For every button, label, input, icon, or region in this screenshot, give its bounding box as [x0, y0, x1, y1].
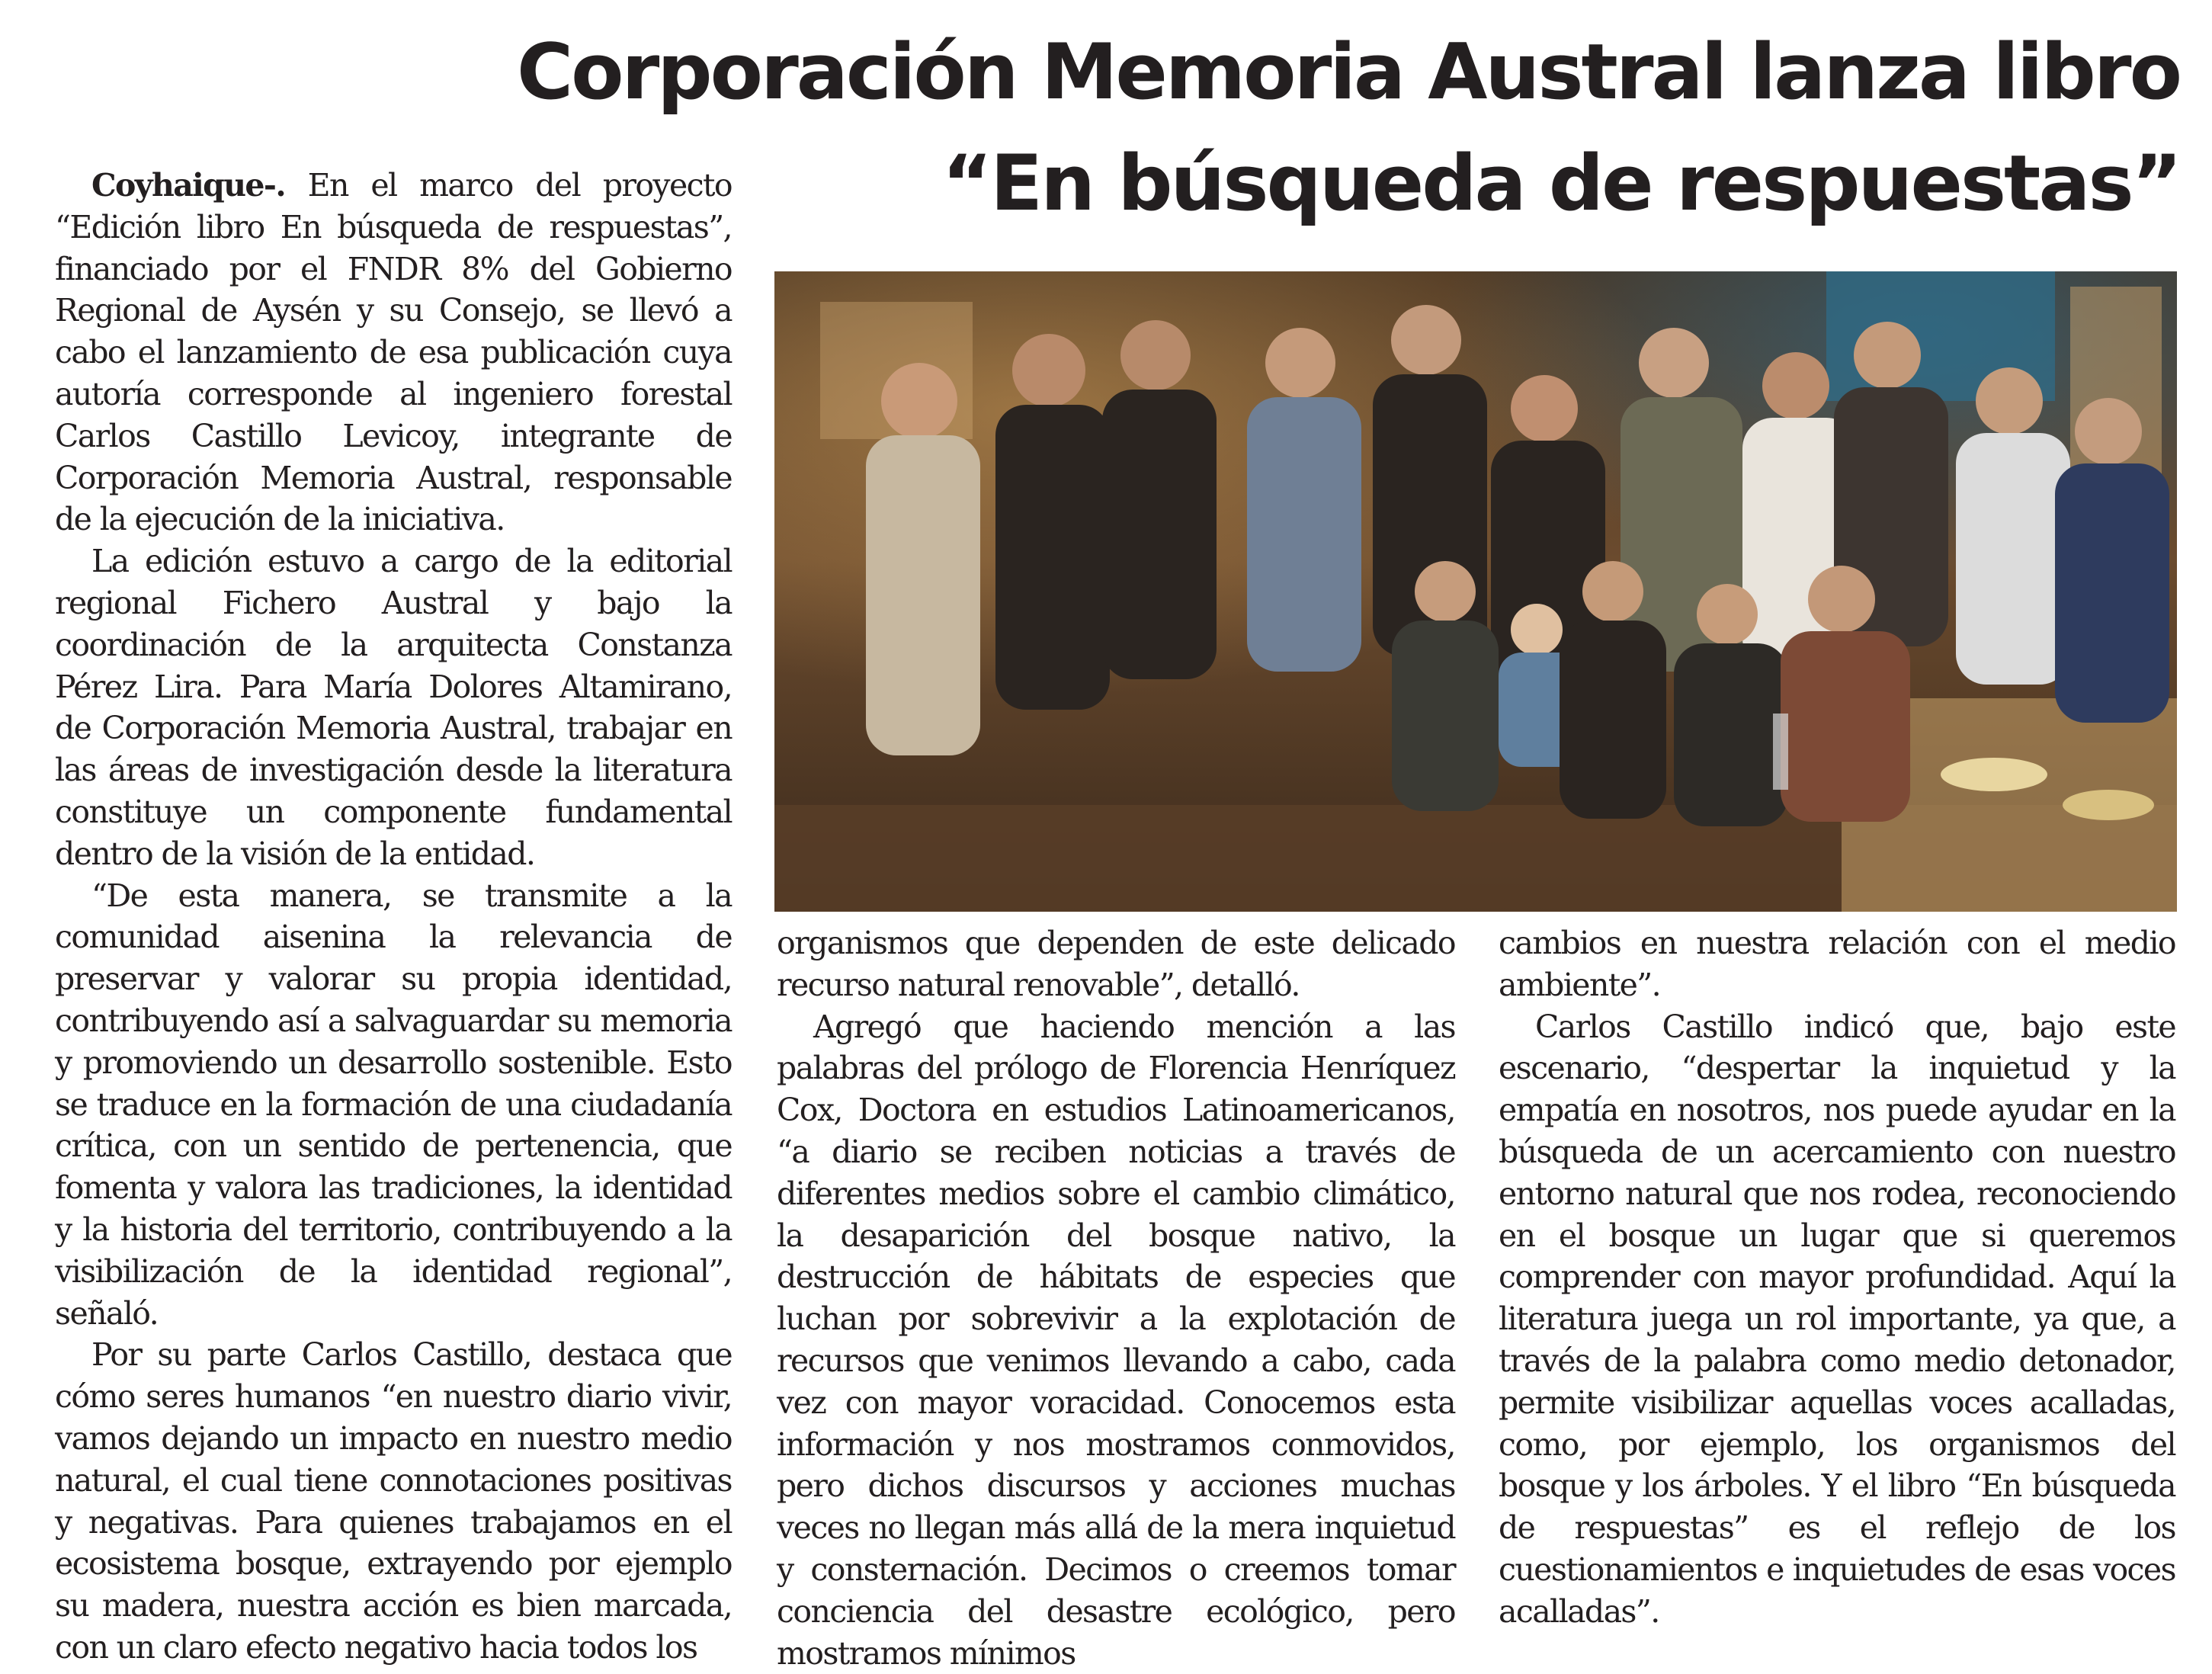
article-column-middle — [777, 922, 1455, 1674]
paragraph-quote-identity: “De esta manera, se transmite a la comunidad aisenina la relevancia de preservar y valorar su propia identidad, contribuyendo así a salvaguardar su memoria y promoviendo un desarrollo sostenible. Esto se traduce en la formación de una ciudadanía crítica, con un sentido de pertenencia, que fomenta y valora las tradiciones, la identidad y la historia del territorio, contribuyendo a la visibilización de la identidad regional”, señaló. — [55, 877, 732, 1332]
paragraph-edition: La edición estuvo a cargo de la editorial regional Fichero Austral y bajo la coordinación de la arquitecta Constanza Pérez Lira. Para María Dolores Altamirano, de Corporación Memoria Austral, trabajar en las áreas de investigación desde la literatura constituye un componente fundamental dentro de la visión de la entidad. — [55, 543, 732, 872]
paragraph-castillo-impact: Por su parte Carlos Castillo, destaca que cómo seres humanos “en nuestro diario vivir, vamos dejando un impacto en nuestro medio natural, el cual tiene connotaciones positivas y negativas. Para quienes trabajamos en el ecosistema bosque, extrayendo por ejemplo su madera, nuestra acción es bien marcada, con un claro efecto negativo hacia todos los — [55, 1336, 732, 1666]
article-column-left — [55, 165, 732, 1669]
group-photo — [774, 271, 2177, 912]
paragraph-continuation-mid: organismos que dependen de este delicado recurso natural renovable”, detalló. — [777, 925, 1455, 1003]
headline-line-1: Corporación Memoria Austral lanza libro — [516, 27, 2180, 117]
group-photo-image — [774, 271, 2177, 912]
paragraph-intro — [55, 165, 732, 540]
intro-text: En el marco del proyecto “Edición libro En búsqueda de respuestas”, financiado por el FNDR 8% del Gobierno Regional de Aysén y su Consejo, se llevó a cabo el lanzamiento de esa publicación cuya autoría corresponde al ingeniero forestal Carlos Castillo Levicoy, integrante de Corporación Memoria Austral, responsable de la ejecución de la iniciativa. — [55, 167, 732, 538]
paragraph-castillo-conclusion: Carlos Castillo indicó que, bajo este escenario, “despertar la inquietud y la empatía en nosotros, nos puede ayudar en la búsqueda de un acercamiento con nuestro entorno natural que nos rodea, reconociendo en el bosque un lugar que si queremos comprender con mayor profundidad. Aquí la literatura juega un rol importante, ya que, a través de la palabra como medio detonador, permite visibilizar aquellas voces acalladas, como, por ejemplo, los organismos del bosque y los árboles. Y el libro “En búsqueda de respuestas” es el reflejo de los cuestionamientos e inquietudes de esas voces acalladas”. — [1499, 1008, 2175, 1630]
paragraph-continuation-right: cambios en nuestra relación con el medio ambiente”. — [1499, 925, 2175, 1003]
article-column-right — [1499, 922, 2175, 1633]
dateline: Coyhaique-. — [91, 167, 286, 204]
headline-line-2: “En búsqueda de respuestas” — [941, 138, 2180, 228]
paragraph-prologue-quote: Agregó que haciendo mención a las palabras del prólogo de Florencia Henríquez Cox, Doctora en estudios Latinoamericanos, “a diario se reciben noticias a través de diferentes medios sobre el cambio climático, la desaparición del bosque nativo, la destrucción de hábitats de especies que luchan por sobrevivir a la explotación de recursos que venimos llevando a cabo, cada vez con mayor voracidad. Conocemos esta información y nos mostramos conmovidos, pero dichos discursos y acciones muchas veces no llegan más allá de la mera inquietud y consternación. Decimos o creemos tomar conciencia del desastre ecológico, pero mostramos mínimos — [777, 1008, 1455, 1672]
